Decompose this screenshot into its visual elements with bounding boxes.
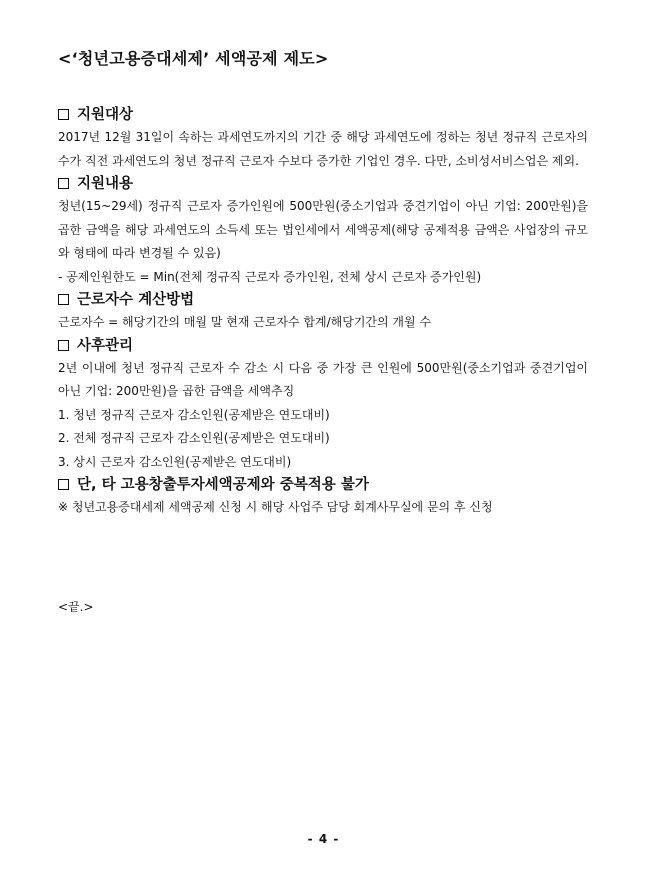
note-line: - 공제인원한도 = Min(전체 정규직 근로자 증가인원, 전체 상시 근로자 증가인원) — [58, 269, 482, 284]
heading-text: 사후관리 — [77, 337, 134, 354]
checkbox-square-icon — [58, 109, 69, 120]
end-mark: <끝.> — [58, 600, 94, 614]
section-aftercare — [58, 335, 588, 475]
section-calculation — [58, 289, 588, 335]
section-eligibility — [58, 104, 588, 173]
checkbox-square-icon — [58, 178, 69, 189]
list-item: 2. 전체 정규직 근로자 감소인원(공제받은 연도대비) — [58, 431, 330, 445]
heading-text: 근로자수 계산방법 — [77, 292, 195, 308]
paragraph: 2년 이내에 청년 정규직 근로자 수 감소 시 다음 중 가장 큰 인원에 500만원(중소기업과 중견기업이 아닌 기업: 200만원)을 곱한 금액을 세액추징 — [58, 360, 588, 398]
heading-text: 지원대상 — [77, 107, 134, 123]
section-overlap — [58, 474, 588, 520]
document-title: <‘청년고용증대세제’ 세액공제 제도> — [58, 49, 329, 68]
paragraph: 2017년 12월 31일이 속하는 과세연도까지의 기간 중 해당 과세연도에 정하는 청년 정규직 근로자의 수가 직전 과세연도의 청년 정규직 근로자 수보다 증가한 기업인 경우. 다만, 소비성서비스업은 제외. — [58, 130, 588, 168]
list-item: 1. 청년 정규직 근로자 감소인원(공제받은 연도대비) — [58, 407, 330, 422]
section-heading — [58, 335, 588, 357]
document-body — [58, 104, 588, 520]
section-heading — [58, 173, 588, 195]
list-item: 3. 상시 근로자 감소인원(공제받은 연도대비) — [58, 454, 292, 469]
checkbox-square-icon — [58, 479, 69, 490]
heading-text: 지원내용 — [77, 176, 134, 192]
paragraph: 근로자수 = 해당기간의 매월 말 현재 근로자수 합계/해당기간의 개월 수 — [58, 315, 432, 329]
paragraph: 청년(15~29세) 정규직 근로자 증가인원에 500만원(중소기업과 중견기업이 아닌 기업: 200만원)을 곱한 금액을 해당 과세연도의 소득세 또는 법인세에서 세액공제(해당 공제적용 금액은 사업장의 규모와 형태에 따라 변경될 수 있음) — [58, 199, 588, 260]
section-heading — [58, 474, 588, 496]
checkbox-square-icon — [58, 294, 69, 305]
section-heading — [58, 104, 588, 126]
checkbox-square-icon — [58, 340, 69, 351]
heading-text: 단, 타 고용창출투자세액공제와 중복적용 불가 — [77, 477, 369, 493]
note-line: ※ 청년고용증대세제 세액공제 신청 시 해당 사업주 담당 회계사무실에 문의 후 신청 — [58, 500, 493, 514]
section-heading — [58, 289, 588, 311]
section-support — [58, 173, 588, 289]
page-number: - 4 - — [307, 832, 340, 846]
